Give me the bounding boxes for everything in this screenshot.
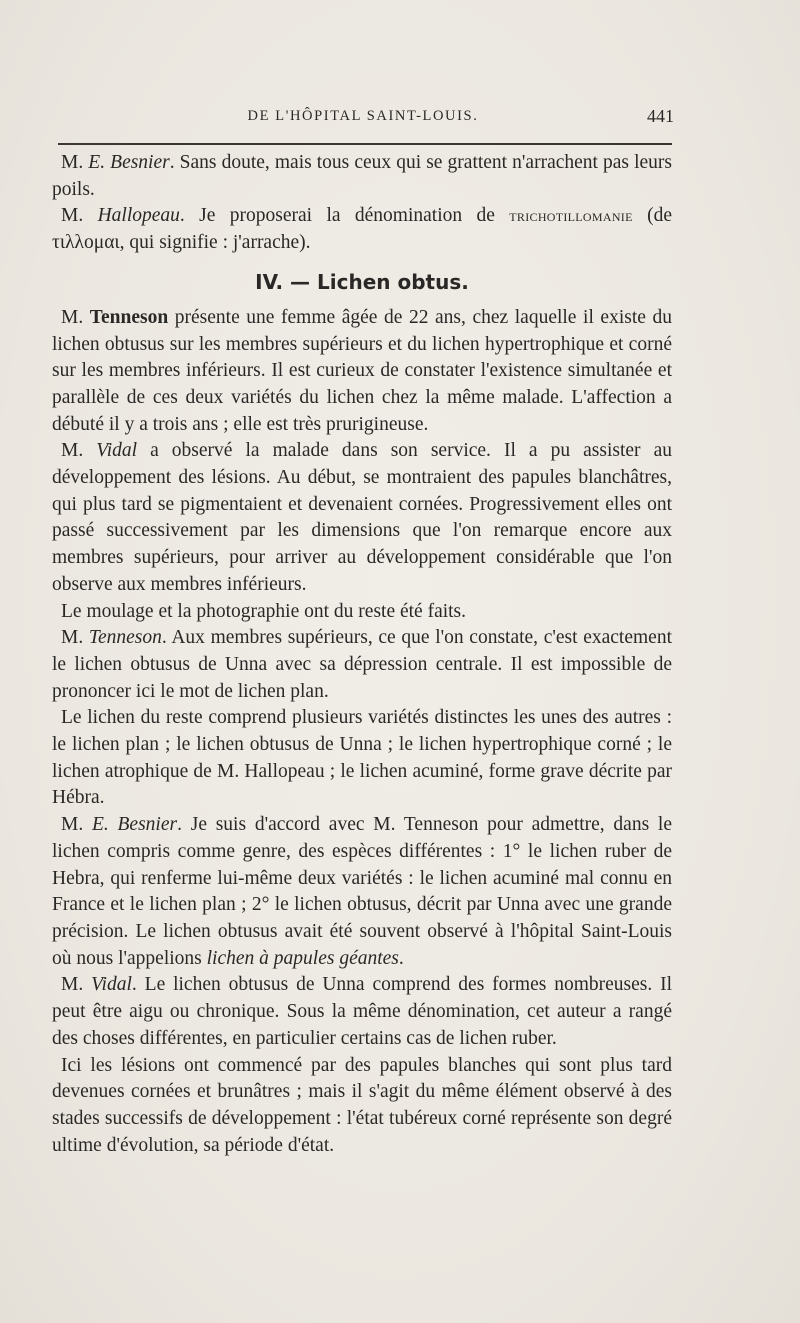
speaker-name: Vidal (91, 974, 132, 996)
paragraph-text: . (398, 947, 404, 969)
term-smallcaps: trichotillomanie (509, 206, 633, 226)
speaker-name: E. Besnier (88, 152, 170, 173)
speaker-prefix: M. (61, 306, 90, 328)
speaker-name: Tenneson (88, 627, 162, 649)
paragraph-besnier-2 (52, 812, 672, 972)
speaker-prefix: M. (61, 152, 89, 173)
paragraph-text: . Je proposerai la dénomination de (179, 205, 510, 227)
main-text (52, 150, 672, 1159)
speaker-prefix: M. (61, 440, 97, 462)
speaker-name: E. Besnier (91, 814, 178, 836)
page-number: 441 (647, 106, 674, 126)
paragraph-lichen-varieties: Le lichen du reste comprend plusieurs variétés distinctes les unes des autres : le lichen plan ; le lichen obtusus de Unna ; le lichen hypertrophique corné ; le lichen atrophique de M. Hallopeau ; le lichen acuminé, forme grave décrite par Hébra. (52, 707, 672, 809)
paragraph-tenneson-1 (52, 305, 672, 439)
paragraph-text: . Je suis d'accord avec M. Tenneson pour admettre, dans le lichen compris comme genre, des espèces différentes : 1° le lichen ruber de Hebra, qui renferme lui-même deux variétés : le lichen acuminé mal connu en France et le lichen plan ; 2° le lichen obtusus, décrit par Unna avec une grande précision. Le lichen obtusus avait été souvent observé à l'hôpital Saint-Louis où nous l'appelions (52, 814, 673, 969)
speaker-prefix: M. (61, 205, 98, 227)
paragraph-moulage: Le moulage et la photographie ont du reste été faits. (61, 600, 467, 622)
speaker-name: Vidal (96, 440, 138, 462)
header-rule (58, 143, 672, 145)
paragraph-besnier-1 (52, 150, 672, 203)
paragraph-tenneson-2 (52, 625, 672, 705)
paragraph-hallopeau (52, 203, 672, 256)
running-title: DE L'HÔPITAL SAINT-LOUIS. (247, 108, 479, 124)
speaker-prefix: M. (61, 814, 92, 836)
paragraph-text: . Sans doute, mais tous ceux qui se grattent n'arrachent pas leurs poils. (52, 152, 673, 200)
speaker-prefix: M. (61, 627, 89, 649)
running-header (52, 104, 674, 128)
paragraph-text: . Le lichen obtusus de Unna comprend des formes nombreuses. Il peut être aigu ou chronique. Sous la même dénomination, cet auteur a rangé des choses différentes, en particulier certains cas de lichen ruber. (52, 974, 673, 1049)
paragraph-text: . Aux membres supérieurs, ce que l'on constate, c'est exactement le lichen obtusus de Unna avec sa dépression centrale. Il est impossible de prononcer ici le mot de lichen plan. (52, 627, 672, 702)
paragraph-vidal-2 (52, 972, 672, 1052)
speaker-name: Tenneson (89, 306, 169, 328)
speaker-prefix: M. (61, 974, 92, 996)
paragraph-vidal-1 (52, 438, 672, 598)
paragraph-text: présente une femme âgée de 22 ans, chez laquelle il existe du lichen obtusus sur les membres supérieurs et du lichen hypertrophique et corné sur les membres inférieurs. Il est curieux de constater l'existence simultanée et parallèle de ces deux variétés du lichen chez la même malade. L'affection a débuté il y a trois ans ; elle est très prurigineuse. (52, 306, 672, 435)
paragraph-text: a observé la malade dans son service. Il a pu assister au développement des lésions. Au début, se montraient des papules blanchâtres, qui plus tard se pigmentaient et devenaient cornées. Progressivement elles ont passé successivement par les dimensions que l'on remarque encore aux membres supérieurs, pour arriver au développement considérable que l'on observe aux membres inférieurs. (52, 440, 672, 595)
section-heading: IV. — Lichen obtus. (255, 269, 469, 294)
paragraph-lesions: Ici les lésions ont commencé par des papules blanches qui sont plus tard devenues cornées et brunâtres ; mais il s'agit du même élément observé à des stades successifs de développement : l'état tubéreux corné représente son degré ultime d'évolution, sa période d'état. (52, 1054, 672, 1156)
paragraph-text: (de τιλλομαι, qui signifie : j'arrache). (52, 205, 673, 254)
italic-term: lichen à papules géantes (206, 947, 399, 969)
speaker-name: Hallopeau (97, 205, 180, 227)
